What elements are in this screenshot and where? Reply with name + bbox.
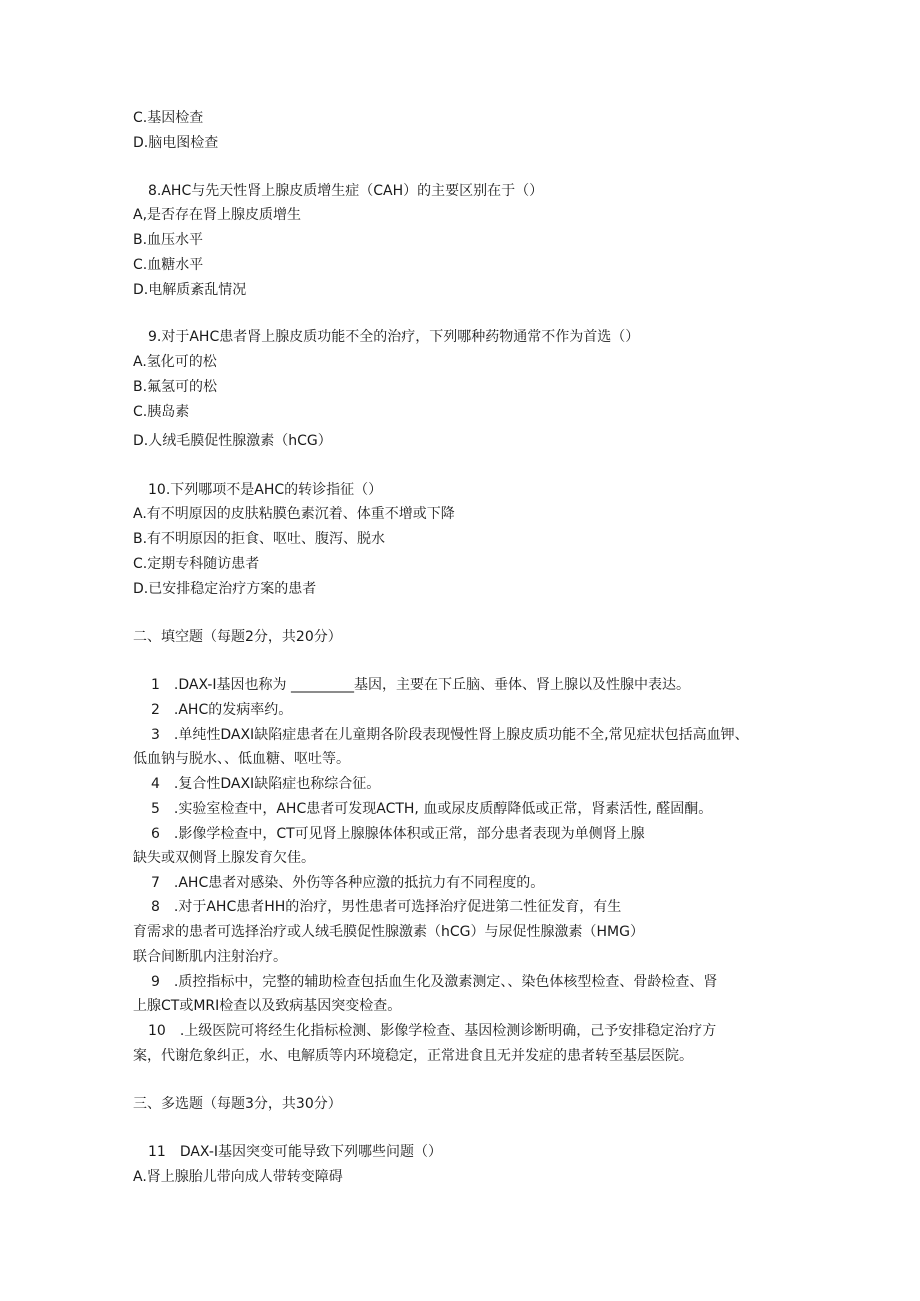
q11-stem: 11 DAX-I基因突变可能导致下列哪些问题（） (148, 1144, 442, 1160)
section2-line: 9 .质控指标中，完整的辅助检查包括血生化及激素测定、、染色体核型检查、骨龄检查、肾 (151, 974, 718, 990)
section2-line: 10 .上级医院可将经生化指标检测、影像学检查、基因检测诊断明确，己予安排稳定治疗方 (148, 1023, 717, 1039)
q9-option-d: D.人绒毛膜促性腺激素（hCG） (133, 433, 332, 449)
q8-stem: 8.AHC与先天性肾上腺皮质增生症（CAH）的主要区别在于（） (148, 183, 544, 199)
section2-line: 6 .影像学检查中，CT可见肾上腺腺体体积或正常，部分患者表现为单侧肾上腺 (151, 826, 645, 842)
q8-option-b: B.血压水平 (133, 232, 204, 248)
section2-heading: 二、填空题（每题2分，共20分） (133, 629, 342, 645)
section3-heading: 三、多选题（每题3分，共30分） (133, 1096, 342, 1112)
q11-option-a: A.肾上腺胎儿带向成人带转变障碍 (133, 1169, 343, 1185)
section2-line: 4 .复合性DAXI缺陷症也称综合征。 (151, 776, 381, 792)
section2-line: 案，代谢危象纠正，水、电解质等内环境稳定，正常进食且无并发症的患者转至基层医院。 (133, 1048, 693, 1064)
q10-option-b: B.有不明原因的拒食、呕吐、腹泻、脱水 (133, 531, 386, 547)
q8-option-d: D.电解质紊乱情况 (133, 282, 247, 298)
section2-line: 2 .AHC的发病率约。 (151, 702, 293, 718)
section2-line: 7 .AHC患者对感染、外伤等各种应激的抵抗力有不同程度的。 (151, 875, 545, 891)
section2-line: 育需求的患者可选择治疗或人绒毛膜促性腺激素（hCG）与尿促性腺激素（HMG） (133, 924, 644, 940)
q8-option-a: A,是否存在肾上腺皮质增生 (133, 207, 302, 223)
q9-stem: 9.对于AHC患者肾上腺皮质功能不全的治疗，下列哪种药物通常不作为首选（） (148, 329, 640, 345)
q7-option-d: D.脑电图检查 (133, 135, 219, 151)
q10-stem: 10.下列哪项不是AHC的转诊指征（） (148, 482, 383, 498)
q10-option-a: A.有不明原因的皮肤粘膜色素沉着、体重不增或下降 (133, 506, 455, 522)
q9-option-b: B.氟氢可的松 (133, 379, 218, 395)
section2-line: 缺失或双侧肾上腺发育欠佳。 (133, 850, 315, 866)
section2-line: 低血钠与脱水、、低血糖、呕吐等。 (133, 751, 350, 767)
q9-option-c: C.胰岛素 (133, 404, 190, 420)
section2-line: 上腺CT或MRI检查以及致病基因突变检查。 (133, 998, 402, 1014)
q8-option-c: C.血糖水平 (133, 257, 204, 273)
section2-line: 8 .对于AHC患者HH的治疗，男性患者可选择治疗促进第二性征发育，有生 (151, 899, 622, 915)
section2-line: 5 .实验室检查中，AHC患者可发现ACTH, 血或尿皮质醇降低或正常，肾素活性, 醛固酮。 (151, 801, 713, 817)
section2-line: 3 .单纯性DAXI缺陷症患者在儿童期各阶段表现慢性肾上腺皮质功能不全,常见症状包括高血钾、 (151, 727, 749, 743)
q7-option-c: C.基因检查 (133, 110, 204, 126)
q9-option-a: A.氢化可的松 (133, 354, 217, 370)
q10-option-d: D.已安排稳定治疗方案的患者 (133, 581, 317, 597)
section2-line: 1 .DAX-I基因也称为 _________基因，主要在下丘脑、垂体、肾上腺以及性腺中表达。 (151, 677, 690, 693)
section2-line: 联合间断肌内注射治疗。 (133, 949, 287, 965)
q10-option-c: C.定期专科随访患者 (133, 556, 260, 572)
